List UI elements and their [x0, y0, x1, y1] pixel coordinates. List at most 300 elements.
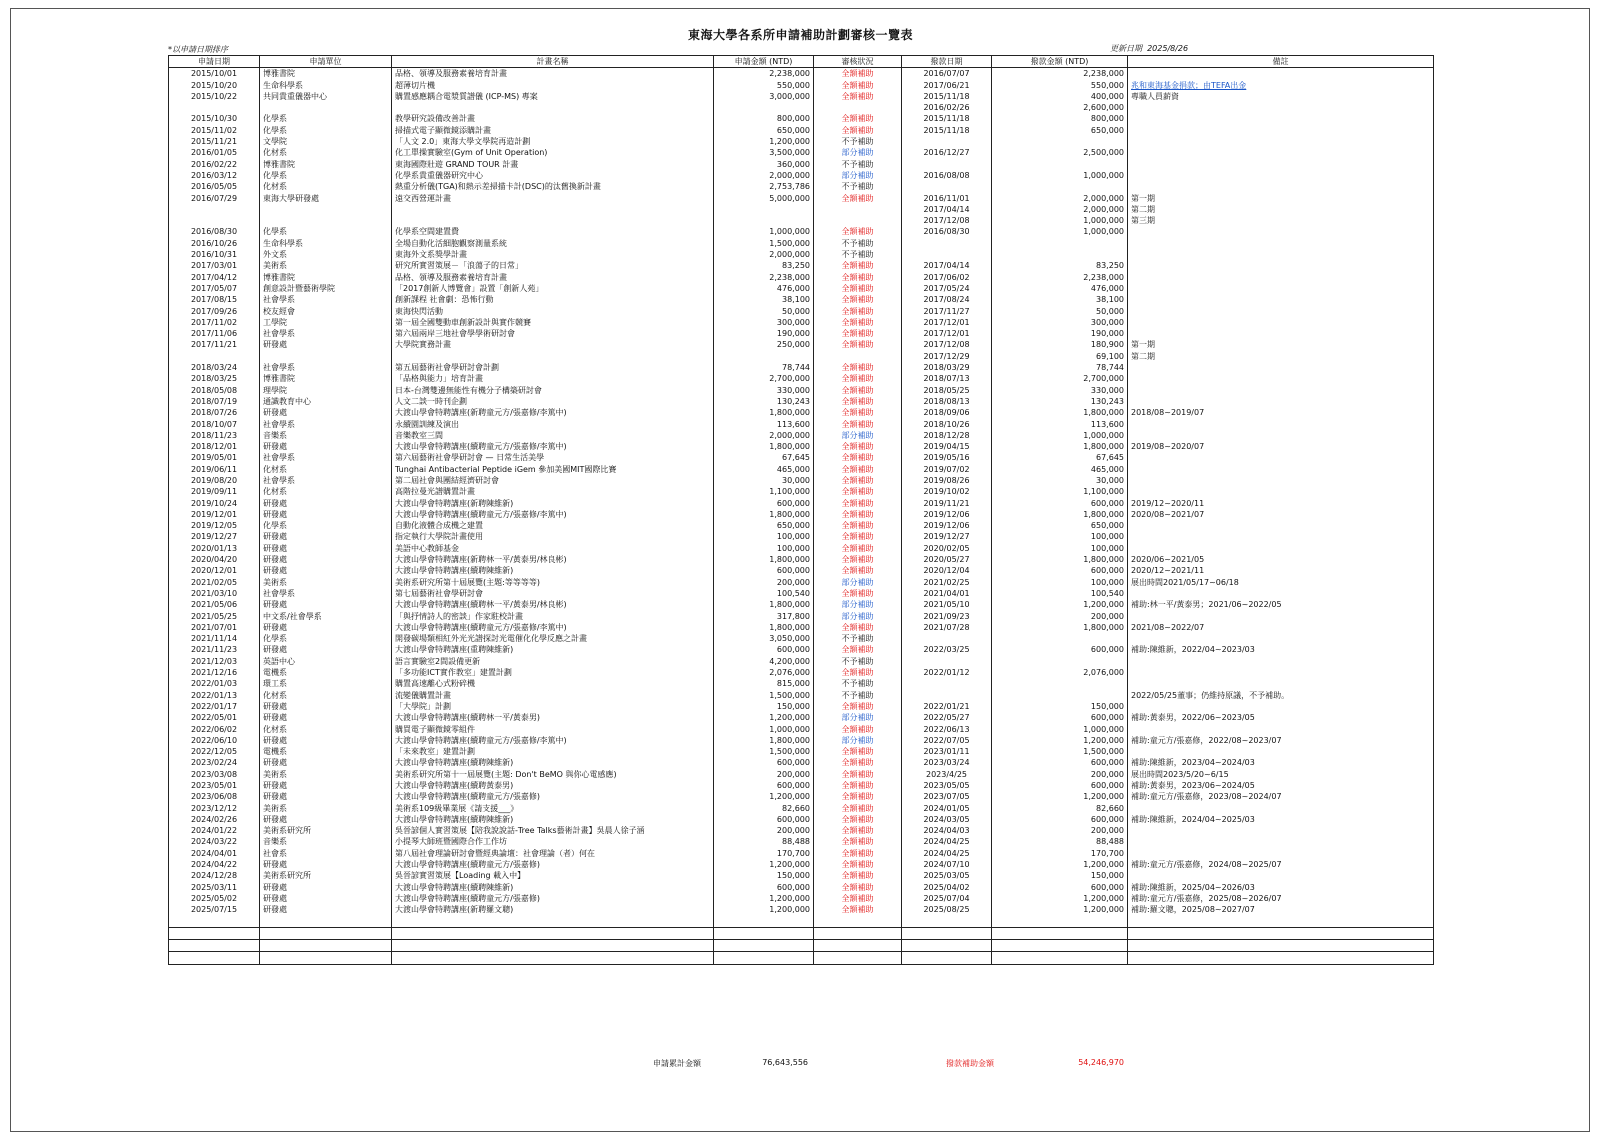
cell-remarks: 2019/12~2020/11 — [1128, 498, 1434, 509]
cell-plan-name: 化學系貴重儀器研究中心 — [392, 170, 714, 181]
cell-unit: 電機系 — [260, 746, 392, 757]
cell-apply-amount: 1,500,000 — [714, 238, 814, 249]
empty-cell — [169, 952, 260, 964]
cell-grant-amount: 300,000 — [992, 317, 1128, 328]
cell-apply-date: 2021/12/16 — [169, 667, 260, 678]
cell-remarks — [1128, 306, 1434, 317]
cell-grant-date: 2019/12/06 — [902, 520, 992, 531]
cell-remarks: 補助:童元方/張嘉修，2025/08~2026/07 — [1128, 893, 1434, 904]
cell-plan-name: 美術系研究所第十屆展覽(主題:等等等等) — [392, 577, 714, 588]
cell-review-status: 全額補助 — [814, 701, 902, 712]
cell-apply-date: 2015/10/22 — [169, 91, 260, 102]
cell-plan-name: 美語中心教師基金 — [392, 543, 714, 554]
cell-review-status: 全額補助 — [814, 464, 902, 475]
cell-grant-date: 2020/02/05 — [902, 543, 992, 554]
cell-apply-date: 2020/04/20 — [169, 554, 260, 565]
cell-grant-date: 2018/08/13 — [902, 396, 992, 407]
cell-grant-amount: 1,100,000 — [992, 486, 1128, 497]
table-row — [169, 746, 1434, 757]
cell-review-status: 全額補助 — [814, 283, 902, 294]
cell-unit: 研發處 — [260, 735, 392, 746]
cell-apply-date: 2023/02/24 — [169, 757, 260, 768]
cell-plan-name: 語言實驗室2間設備更新 — [392, 656, 714, 667]
cell-apply-amount: 150,000 — [714, 870, 814, 881]
cell-unit: 社會學系 — [260, 419, 392, 430]
cell-unit: 社會系 — [260, 848, 392, 859]
empty-cell — [814, 927, 902, 939]
cell-apply-amount: 1,500,000 — [714, 690, 814, 701]
empty-cell — [714, 916, 814, 928]
empty-cell — [260, 952, 392, 964]
cell-remarks: 補助:黃泰男，2023/06~2024/05 — [1128, 780, 1434, 791]
cell-unit: 中文系/社會學系 — [260, 611, 392, 622]
cell-apply-date: 2018/07/19 — [169, 396, 260, 407]
empty-cell — [392, 940, 714, 952]
cell-review-status: 全額補助 — [814, 836, 902, 847]
cell-unit: 電機系 — [260, 667, 392, 678]
cell-remarks — [1128, 294, 1434, 305]
cell-apply-date: 2015/11/21 — [169, 136, 260, 147]
cell-grant-date: 2022/06/13 — [902, 724, 992, 735]
cell-apply-amount: 815,000 — [714, 678, 814, 689]
table-row — [169, 204, 1434, 215]
empty-cell — [992, 952, 1128, 964]
cell-apply-amount: 1,200,000 — [714, 791, 814, 802]
cell-unit: 研發處 — [260, 712, 392, 723]
cell-unit: 生命科學系 — [260, 238, 392, 249]
table-row — [169, 181, 1434, 192]
table-row — [169, 464, 1434, 475]
cell-unit: 化學系 — [260, 520, 392, 531]
cell-apply-amount: 2,000,000 — [714, 170, 814, 181]
cell-apply-amount: 600,000 — [714, 644, 814, 655]
cell-plan-name: 大渡山學會特聘講座(續聘童元方/張嘉修/李篤中) — [392, 509, 714, 520]
cell-grant-date: 2021/07/28 — [902, 622, 992, 633]
table-row — [169, 430, 1434, 441]
cell-review-status: 全額補助 — [814, 520, 902, 531]
cell-unit: 社會學系 — [260, 328, 392, 339]
cell-grant-date — [902, 238, 992, 249]
cell-remarks — [1128, 68, 1434, 80]
cell-remarks: 第一期 — [1128, 193, 1434, 204]
cell-plan-name: 第一屆全國雙動車創新設計與實作競賽 — [392, 317, 714, 328]
cell-review-status: 全額補助 — [814, 509, 902, 520]
cell-plan-name: 開發碳場類相紅外光光譜探討光電催化化學反應之計畫 — [392, 633, 714, 644]
cell-plan-name: 「品格與能力」培育計畫 — [392, 373, 714, 384]
cell-unit: 社會學系 — [260, 588, 392, 599]
cell-grant-amount: 83,250 — [992, 260, 1128, 271]
table-row — [169, 441, 1434, 452]
table-row — [169, 351, 1434, 362]
cell-remarks: 補助:黃泰男，2022/06~2023/05 — [1128, 712, 1434, 723]
cell-unit: 工學院 — [260, 317, 392, 328]
table-row — [169, 452, 1434, 463]
cell-grant-date: 2019/12/27 — [902, 531, 992, 542]
cell-plan-name: 大渡山學會特聘講座(續聘童元方/張嘉修/李篤中) — [392, 735, 714, 746]
cell-remarks: 第二期 — [1128, 204, 1434, 215]
cell-grant-amount: 150,000 — [992, 870, 1128, 881]
cell-apply-amount: 200,000 — [714, 577, 814, 588]
cell-unit: 研發處 — [260, 644, 392, 655]
cell-apply-date: 2019/12/01 — [169, 509, 260, 520]
cell-remarks — [1128, 419, 1434, 430]
cell-plan-name: 吳晉諺個人實習策展【陪我說說話-Tree Talks藝術計畫】吳晨人徐子涵 — [392, 825, 714, 836]
cell-remarks — [1128, 848, 1434, 859]
cell-review-status — [814, 351, 902, 362]
cell-grant-date: 2023/01/11 — [902, 746, 992, 757]
cell-unit: 研發處 — [260, 622, 392, 633]
cell-review-status: 全額補助 — [814, 385, 902, 396]
cell-apply-date: 2023/03/08 — [169, 769, 260, 780]
cell-apply-amount: 4,200,000 — [714, 656, 814, 667]
cell-plan-name: 大渡山學會特聘講座(新聘陳維新) — [392, 498, 714, 509]
cell-review-status: 全額補助 — [814, 339, 902, 350]
cell-apply-date: 2024/01/22 — [169, 825, 260, 836]
cell-plan-name: 第七屆藝術社會學研討會 — [392, 588, 714, 599]
cell-plan-name: 吳晉諺實習策展【Loading 載入中】 — [392, 870, 714, 881]
col-header-remarks: 備註 — [1128, 56, 1434, 68]
cell-plan-name: 品格、領導及服務素養培育計畫 — [392, 68, 714, 80]
cell-review-status: 全額補助 — [814, 193, 902, 204]
cell-grant-date: 2020/12/04 — [902, 565, 992, 576]
cell-grant-amount: 1,000,000 — [992, 170, 1128, 181]
empty-cell — [902, 916, 992, 928]
cell-unit: 研發處 — [260, 780, 392, 791]
cell-grant-date: 2022/05/27 — [902, 712, 992, 723]
cell-grant-amount: 1,800,000 — [992, 622, 1128, 633]
cell-grant-amount: 476,000 — [992, 283, 1128, 294]
cell-plan-name: 大渡山學會特聘講座(新聘羅文聰) — [392, 904, 714, 915]
cell-apply-date: 2025/05/02 — [169, 893, 260, 904]
cell-apply-amount: 600,000 — [714, 780, 814, 791]
cell-apply-date: 2019/06/11 — [169, 464, 260, 475]
cell-apply-amount: 1,200,000 — [714, 136, 814, 147]
cell-plan-name: 第二屆社會與團結經濟研討會 — [392, 475, 714, 486]
cell-plan-name: 品格、領導及服務素養培育計畫 — [392, 272, 714, 283]
cell-grant-amount: 150,000 — [992, 701, 1128, 712]
cell-apply-amount: 476,000 — [714, 283, 814, 294]
table-row — [169, 91, 1434, 102]
cell-apply-amount: 83,250 — [714, 260, 814, 271]
cell-review-status: 全額補助 — [814, 317, 902, 328]
cell-grant-date: 2019/08/26 — [902, 475, 992, 486]
cell-apply-date: 2025/07/15 — [169, 904, 260, 915]
table-row — [169, 633, 1434, 644]
cell-grant-date: 2024/07/10 — [902, 859, 992, 870]
cell-apply-amount: 1,500,000 — [714, 746, 814, 757]
cell-grant-date — [902, 656, 992, 667]
cell-review-status: 全額補助 — [814, 91, 902, 102]
cell-unit: 化材系 — [260, 181, 392, 192]
cell-plan-name: 第六屆兩岸三地社會學學術研討會 — [392, 328, 714, 339]
cell-remarks — [1128, 260, 1434, 271]
cell-remarks: 2019/08~2020/07 — [1128, 441, 1434, 452]
cell-apply-amount: 3,000,000 — [714, 91, 814, 102]
cell-grant-amount: 69,100 — [992, 351, 1128, 362]
cell-review-status: 部分補助 — [814, 611, 902, 622]
cell-remarks — [1128, 159, 1434, 170]
cell-unit: 美術系研究所 — [260, 825, 392, 836]
cell-apply-date: 2021/11/23 — [169, 644, 260, 655]
cell-apply-date: 2017/09/26 — [169, 306, 260, 317]
cell-remarks — [1128, 430, 1434, 441]
cell-apply-date: 2016/02/22 — [169, 159, 260, 170]
cell-apply-amount: 1,800,000 — [714, 735, 814, 746]
cell-apply-date: 2017/03/01 — [169, 260, 260, 271]
table-row — [169, 68, 1434, 80]
cell-grant-amount: 1,200,000 — [992, 735, 1128, 746]
cell-plan-name: 東海國際壯遊 GRAND TOUR 計畫 — [392, 159, 714, 170]
cell-review-status: 全額補助 — [814, 452, 902, 463]
cell-grant-amount — [992, 633, 1128, 644]
cell-plan-name: 大渡山學會特聘講座(重聘陳維新) — [392, 644, 714, 655]
cell-review-status: 全額補助 — [814, 68, 902, 80]
cell-remarks — [1128, 181, 1434, 192]
table-row — [169, 611, 1434, 622]
cell-grant-amount: 50,000 — [992, 306, 1128, 317]
cell-apply-date: 2021/03/10 — [169, 588, 260, 599]
cell-unit: 研發處 — [260, 554, 392, 565]
cell-unit: 研發處 — [260, 498, 392, 509]
table-row — [169, 226, 1434, 237]
cell-grant-amount: 330,000 — [992, 385, 1128, 396]
cell-unit: 生命科學系 — [260, 80, 392, 91]
cell-unit: 研發處 — [260, 565, 392, 576]
cell-grant-amount: 1,000,000 — [992, 724, 1128, 735]
table-row — [169, 306, 1434, 317]
cell-apply-amount: 1,100,000 — [714, 486, 814, 497]
cell-unit: 社會學系 — [260, 294, 392, 305]
cell-review-status: 全額補助 — [814, 226, 902, 237]
cell-apply-date: 2021/02/05 — [169, 577, 260, 588]
cell-review-status: 全額補助 — [814, 757, 902, 768]
cell-review-status: 全額補助 — [814, 724, 902, 735]
empty-cell — [902, 952, 992, 964]
cell-apply-date: 2023/05/01 — [169, 780, 260, 791]
cell-unit: 研發處 — [260, 599, 392, 610]
cell-grant-date: 2025/03/05 — [902, 870, 992, 881]
cell-grant-amount: 1,200,000 — [992, 859, 1128, 870]
cell-grant-date: 2019/12/06 — [902, 509, 992, 520]
cell-grant-date: 2024/03/05 — [902, 814, 992, 825]
cell-remarks — [1128, 362, 1434, 373]
cell-plan-name: 購置高速離心式粉碎機 — [392, 678, 714, 689]
empty-cell — [392, 927, 714, 939]
cell-plan-name: 教學研究設備改善計畫 — [392, 113, 714, 124]
cell-grant-date: 2019/05/16 — [902, 452, 992, 463]
cell-apply-date: 2022/01/13 — [169, 690, 260, 701]
cell-review-status: 全額補助 — [814, 80, 902, 91]
cell-remarks: 2022/05/25董事；仍維持原議，不予補助。 — [1128, 690, 1434, 701]
cell-grant-date: 2024/04/25 — [902, 836, 992, 847]
review-table — [168, 55, 1434, 965]
cell-grant-amount: 600,000 — [992, 814, 1128, 825]
cell-grant-amount: 100,000 — [992, 543, 1128, 554]
table-row — [169, 735, 1434, 746]
cell-plan-name: 流變儀購置計畫 — [392, 690, 714, 701]
cell-review-status: 部分補助 — [814, 430, 902, 441]
cell-plan-name: 東海快閃活動 — [392, 306, 714, 317]
cell-remarks — [1128, 678, 1434, 689]
cell-apply-amount: 3,500,000 — [714, 147, 814, 158]
cell-apply-date: 2020/12/01 — [169, 565, 260, 576]
cell-grant-amount: 2,076,000 — [992, 667, 1128, 678]
cell-unit: 研發處 — [260, 893, 392, 904]
table-row — [169, 904, 1434, 915]
cell-grant-amount: 1,200,000 — [992, 791, 1128, 802]
cell-remarks — [1128, 226, 1434, 237]
cell-plan-name — [392, 351, 714, 362]
cell-remarks — [1128, 870, 1434, 881]
cell-unit — [260, 204, 392, 215]
cell-plan-name: 高階拉曼光譜購置計畫 — [392, 486, 714, 497]
empty-cell — [992, 940, 1128, 952]
cell-review-status: 全額補助 — [814, 543, 902, 554]
cell-remarks: 2020/06~2021/05 — [1128, 554, 1434, 565]
cell-apply-date: 2018/03/25 — [169, 373, 260, 384]
cell-plan-name — [392, 102, 714, 113]
cell-plan-name: 「未來教室」建置計劃 — [392, 746, 714, 757]
table-row — [169, 780, 1434, 791]
cell-apply-date: 2021/05/06 — [169, 599, 260, 610]
cell-apply-date: 2025/03/11 — [169, 882, 260, 893]
cell-plan-name: 遠交西營運計畫 — [392, 193, 714, 204]
cell-review-status: 全額補助 — [814, 746, 902, 757]
table-row — [169, 317, 1434, 328]
cell-apply-date: 2017/04/12 — [169, 272, 260, 283]
cell-apply-date: 2024/02/26 — [169, 814, 260, 825]
cell-unit: 美術系 — [260, 577, 392, 588]
cell-review-status: 全額補助 — [814, 328, 902, 339]
cell-grant-date: 2015/11/18 — [902, 91, 992, 102]
cell-apply-date: 2022/12/05 — [169, 746, 260, 757]
empty-cell — [714, 940, 814, 952]
cell-grant-date: 2016/12/27 — [902, 147, 992, 158]
cell-plan-name: Tunghai Antibacterial Peptide iGem 參加美國MIT國際比賽 — [392, 464, 714, 475]
cell-review-status: 全額補助 — [814, 419, 902, 430]
cell-apply-amount: 2,700,000 — [714, 373, 814, 384]
cell-plan-name: 全場自動化活細胞觀察測量系統 — [392, 238, 714, 249]
cell-unit — [260, 102, 392, 113]
cell-apply-date: 2019/12/05 — [169, 520, 260, 531]
empty-row — [169, 952, 1434, 964]
cell-review-status: 全額補助 — [814, 531, 902, 542]
cell-grant-date: 2019/04/15 — [902, 441, 992, 452]
cell-grant-amount: 1,800,000 — [992, 407, 1128, 418]
cell-apply-date: 2016/03/12 — [169, 170, 260, 181]
cell-review-status: 全額補助 — [814, 486, 902, 497]
table-row — [169, 283, 1434, 294]
table-row — [169, 724, 1434, 735]
cell-apply-date: 2022/05/01 — [169, 712, 260, 723]
cell-grant-date: 2023/05/05 — [902, 780, 992, 791]
cell-grant-date: 2015/11/18 — [902, 125, 992, 136]
cell-apply-amount: 1,800,000 — [714, 509, 814, 520]
cell-apply-amount: 465,000 — [714, 464, 814, 475]
cell-apply-date — [169, 215, 260, 226]
cell-apply-amount — [714, 351, 814, 362]
cell-apply-amount: 113,600 — [714, 419, 814, 430]
cell-review-status: 不予補助 — [814, 238, 902, 249]
cell-plan-name — [392, 215, 714, 226]
cell-apply-amount: 1,200,000 — [714, 904, 814, 915]
cell-grant-date: 2017/06/21 — [902, 80, 992, 91]
cell-grant-amount: 100,000 — [992, 577, 1128, 588]
cell-review-status: 全額補助 — [814, 272, 902, 283]
cell-unit: 研發處 — [260, 859, 392, 870]
empty-cell — [814, 940, 902, 952]
cell-grant-date: 2016/11/01 — [902, 193, 992, 204]
cell-apply-amount: 5,000,000 — [714, 193, 814, 204]
empty-cell — [169, 916, 260, 928]
cell-apply-date: 2019/10/24 — [169, 498, 260, 509]
cell-review-status: 全額補助 — [814, 306, 902, 317]
table-row — [169, 554, 1434, 565]
cell-grant-amount: 1,800,000 — [992, 509, 1128, 520]
cell-grant-date — [902, 159, 992, 170]
cell-grant-amount: 600,000 — [992, 780, 1128, 791]
cell-plan-name: 日本-台灣雙邊無能性有機分子構築研討會 — [392, 385, 714, 396]
cell-grant-amount: 1,000,000 — [992, 215, 1128, 226]
cell-apply-amount: 600,000 — [714, 814, 814, 825]
cell-remarks: 第二期 — [1128, 351, 1434, 362]
table-row — [169, 622, 1434, 633]
table-row — [169, 396, 1434, 407]
cell-remarks[interactable]: 兆和東海基金捐款；由TEFA出金 — [1128, 80, 1434, 91]
cell-plan-name: 第六屆藝術社會學研討會 — 日常生活美學 — [392, 452, 714, 463]
cell-apply-amount: 1,800,000 — [714, 622, 814, 633]
cell-unit: 研發處 — [260, 543, 392, 554]
cell-apply-amount: 88,488 — [714, 836, 814, 847]
cell-grant-date: 2023/03/24 — [902, 757, 992, 768]
table-row — [169, 814, 1434, 825]
cell-grant-date — [902, 181, 992, 192]
cell-review-status: 全額補助 — [814, 475, 902, 486]
cell-plan-name: 「人文 2.0」東海大學文學院再造計劃 — [392, 136, 714, 147]
cell-review-status: 全額補助 — [814, 407, 902, 418]
cell-apply-date: 2021/11/14 — [169, 633, 260, 644]
cell-grant-amount: 78,744 — [992, 362, 1128, 373]
cell-plan-name: 購置感應耦合電漿質譜儀 (ICP-MS) 專案 — [392, 91, 714, 102]
cell-apply-date: 2023/06/08 — [169, 791, 260, 802]
cell-apply-amount: 1,800,000 — [714, 441, 814, 452]
cell-apply-amount: 1,200,000 — [714, 712, 814, 723]
cell-apply-amount: 30,000 — [714, 475, 814, 486]
cell-plan-name: 大渡山學會特聘講座(續聘陳維新) — [392, 814, 714, 825]
cell-apply-date: 2022/06/02 — [169, 724, 260, 735]
cell-grant-date: 2021/02/25 — [902, 577, 992, 588]
cell-apply-amount: 1,200,000 — [714, 893, 814, 904]
cell-remarks: 2020/12~2021/11 — [1128, 565, 1434, 576]
cell-unit: 化材系 — [260, 486, 392, 497]
cell-plan-name: 創新課程 社會劇：恐怖行動 — [392, 294, 714, 305]
cell-remarks — [1128, 272, 1434, 283]
table-row — [169, 102, 1434, 113]
cell-grant-amount: 100,540 — [992, 588, 1128, 599]
cell-review-status: 全額補助 — [814, 859, 902, 870]
cell-grant-date: 2017/05/24 — [902, 283, 992, 294]
cell-plan-name: 大渡山學會特聘講座(續聘童元方/張嘉修) — [392, 893, 714, 904]
cell-unit: 美術系 — [260, 803, 392, 814]
cell-apply-amount: 600,000 — [714, 498, 814, 509]
cell-apply-amount: 317,800 — [714, 611, 814, 622]
empty-cell — [1128, 927, 1434, 939]
cell-plan-name: 美術系研究所第十一屆展覽(主題: Don't BeMO 與你心電感應) — [392, 769, 714, 780]
cell-apply-amount: 190,000 — [714, 328, 814, 339]
cell-unit: 研發處 — [260, 407, 392, 418]
table-row — [169, 769, 1434, 780]
cell-grant-amount: 67,645 — [992, 452, 1128, 463]
